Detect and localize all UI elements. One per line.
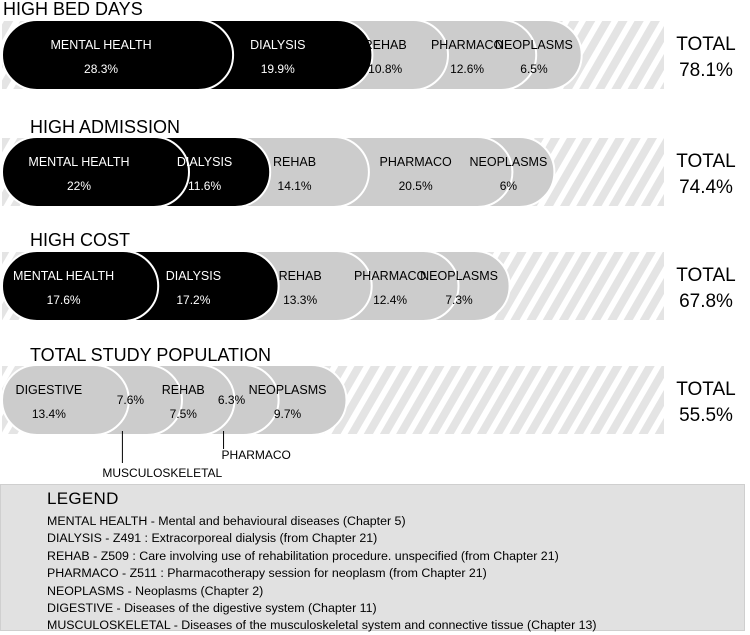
segment-value: 12.6% — [450, 62, 485, 76]
segment-label: PHARMACO — [379, 155, 452, 169]
segment-value: 22% — [66, 179, 92, 193]
segment-value: 20.5% — [398, 179, 433, 193]
callout-label: PHARMACO — [221, 448, 291, 462]
segment-label: REHAB — [278, 269, 322, 283]
total-value: 55.5% — [679, 405, 733, 426]
segment-label: NEOPLASMS — [248, 383, 327, 397]
segment-label: NEOPLASMS — [495, 38, 573, 52]
segment-value: 7.3% — [445, 293, 473, 307]
segment-value: 17.2% — [176, 293, 211, 307]
segment-value: 10.8% — [368, 62, 403, 76]
legend-items — [47, 513, 597, 635]
segment-value: 13.4% — [31, 407, 66, 421]
segment-value: 11.6% — [188, 179, 222, 193]
segment-value: 7.5% — [169, 407, 197, 421]
segment-value: 6% — [499, 179, 518, 193]
segment-value: 28.3% — [84, 62, 119, 76]
total-label: TOTAL — [676, 379, 736, 400]
segment-label: REHAB — [363, 38, 407, 52]
segment-value: 6.5% — [520, 62, 548, 76]
segment-value: 12.4% — [373, 293, 408, 307]
segment-value: 19.9% — [260, 62, 295, 76]
segment-value: 14.1% — [277, 179, 312, 193]
segment-label: NEOPLASMS — [469, 155, 548, 169]
legend-item: REHAB - Z509 : Care involving use of rehabilitation procedure. unspecified (from Chapter 21) — [47, 548, 559, 563]
panel-title: TOTAL STUDY POPULATION — [30, 345, 272, 365]
segment-value: 7.6% — [116, 393, 145, 407]
legend — [0, 484, 745, 631]
segment-label: PHARMACO — [353, 269, 427, 283]
panel-title: HIGH COST — [30, 230, 131, 250]
segment-value: 9.7% — [273, 407, 302, 421]
segment-label: DIALYSIS — [165, 269, 222, 283]
segment-label: MENTAL HEALTH — [50, 38, 152, 52]
segment-label: DIGESTIVE — [15, 383, 83, 397]
legend-item: MENTAL HEALTH - Mental and behavioural diseases (Chapter 5) — [47, 514, 406, 528]
segment-label: REHAB — [273, 155, 317, 169]
bar-segment — [2, 251, 158, 321]
callout-label: MUSCULOSKELETAL — [102, 466, 223, 480]
segment-label: MENTAL HEALTH — [28, 155, 130, 169]
segment-label: PHARMACO — [430, 38, 504, 52]
total-label: TOTAL — [676, 265, 736, 286]
segment-label: DIALYSIS — [250, 38, 306, 52]
bar-segment — [2, 365, 129, 435]
segment-label: NEOPLASMS — [420, 269, 498, 283]
bar-segment — [2, 137, 189, 207]
segment-value: 13.3% — [283, 293, 318, 307]
panel-title: HIGH BED DAYS — [3, 0, 143, 19]
legend-item: DIALYSIS - Z491 : Extracorporeal dialysis (from Chapter 21) — [47, 531, 378, 546]
legend-title: LEGEND — [47, 489, 119, 508]
segment-label: DIALYSIS — [176, 155, 233, 169]
segment-value: 6.3% — [217, 393, 246, 407]
legend-item: DIGESTIVE - Diseases of the digestive system (Chapter 11) — [47, 601, 377, 616]
segment-label: REHAB — [161, 383, 205, 397]
legend-item: PHARMACO - Z511 : Pharmacotherapy session for neoplasm (from Chapter 21) — [47, 566, 487, 581]
bar-segment — [2, 20, 233, 90]
total-label: TOTAL — [676, 34, 736, 55]
segment-value: 17.6% — [46, 293, 81, 307]
total-value: 74.4% — [679, 177, 733, 198]
legend-item: MUSCULOSKELETAL - Diseases of the musculoskeletal system and connective tissue (Chapter 13) — [47, 618, 597, 633]
total-value: 78.1% — [679, 60, 733, 81]
total-label: TOTAL — [676, 151, 736, 172]
total-value: 67.8% — [679, 291, 733, 312]
panel-title: HIGH ADMISSION — [30, 117, 181, 137]
segment-label: MENTAL HEALTH — [13, 269, 115, 283]
legend-item: NEOPLASMS - Neoplasms (Chapter 2) — [47, 583, 264, 598]
